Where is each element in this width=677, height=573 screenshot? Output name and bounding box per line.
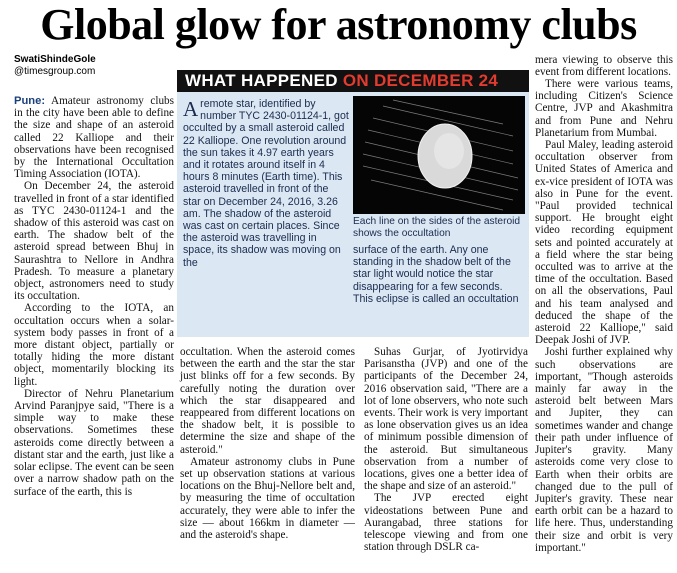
dropcap: A	[183, 97, 199, 121]
paragraph	[14, 95, 174, 180]
asteroid-image	[353, 96, 525, 214]
paragraph: Amateur astronomy clubs in Pune set up observation stations at various locations on the Bhuj-Nellore belt and, by measuring the time of occultation accurately, they were able to infer the size — about 166km in diameter — and the asteroid's shape.	[180, 455, 355, 542]
box-text-right: surface of the earth. Any one standing in the shadow belt of the star light would notice the star disappearing for a few seconds. This eclipse is called an occultation	[353, 244, 519, 305]
paragraph-text: Amateur astronomy clubs in the city have been able to define the size and shape of an asteroid called 22 Kalliope and their observations have been recognised by the International Occultation Timing Association (IOTA).	[14, 95, 174, 181]
header-label: WHAT HAPPENED	[185, 71, 338, 90]
what-happened-box	[177, 92, 529, 337]
paragraph: occultation. When the asteroid comes between the earth and the star the star just blinks off for a few seconds. By carefully noting the duration over which the star disappeared and reappeared from different locations on the shadow belt, it is possible to determine the size and shape of the asteroid."	[180, 346, 355, 456]
paragraph: There were various teams, including Citizen's Science Centre, JVP and Akashmitra and from Pune and Nehru Planetarium from Mumbai.	[535, 78, 673, 139]
dateline: Pune:	[14, 95, 46, 107]
what-happened-header	[177, 70, 529, 92]
image-caption: Each line on the sides of the asteroid shows the occultation	[353, 216, 521, 239]
paragraph: Joshi further explained why such observations are important, "Though asteroids mainly far away in the asteroid belt between Mars and Jupiter, they can sometimes wander and change their path under influence of Jupiter's gravity. Many asteroids come very close to Earth when their orbits are changed due to the pull of Jupiter's gravity. These near earth orbit can be a hazard to life here. Thus, understanding their size and orbit is very important."	[535, 346, 673, 554]
paragraph: The JVP erected eight videostations between Pune and Aurangabad, three stations for telescope viewing and from one station through DSLR ca-	[364, 492, 528, 554]
headline: Global glow for astronomy clubs	[40, 0, 637, 49]
paragraph: Suhas Gurjar, of Jyotirvidya Parisanstha (JVP) and one of the participants of the December 24, 2016 observation said, "There are a lot of lone observers, who note such events. Their work is very important as lone observation gives us an idea of minimum possible dimension of the asteroid. But simultaneous observation from a number of locations, gives one a better idea of the shape and size of an asteroid."	[364, 346, 528, 493]
header-date: ON DECEMBER 24	[342, 71, 499, 90]
article-column-4	[535, 78, 673, 554]
article-column-1	[14, 95, 174, 498]
byline	[14, 54, 164, 78]
asteroid-occultation-graphic	[353, 96, 525, 214]
box-left-body: remote star, identified by number TYC 2430-01124-1, got occulted by a small asteroid called 22 Kalliope. One revolution around the sun takes it 4.97 earth years and it rotates around itself in 4 hours 8 minutes (Earth time). This asteroid travelled in front of the star on December 24, 2016, 3.26 am. The shadow of the asteroid was cast on certain places. Since the asteroid was travelling in space, its shadow was moving on the	[183, 98, 349, 269]
author-name: SwatiShindeGole	[14, 54, 96, 65]
article-column-3	[364, 346, 528, 553]
author-email: @timesgroup.com	[14, 66, 96, 77]
paragraph: Director of Nehru Planetarium Arvind Paranjpye said, "There is a simple way to make these observations. Sometimes these asteroids come directly between a distant star and the earth, just like a solar eclipse. The event can be seen over a narrow shadow path on the surface of the earth, this is	[14, 387, 174, 498]
paragraph: On December 24, the asteroid travelled in front of a star identified as TYC 2430-01124-1 and the shadow of this asteroid was cast on earth. The shadow belt of the asteroid spread between Bhuj in Saurashtra to Nellore in Andhra Pradesh. To measure a planetary object, astronomers need to study its occultation.	[14, 180, 174, 303]
paragraph: Paul Maley, leading asteroid occultation observer from United States of America and ex-vice president of IOTA was also in Pune for the event. "Paul provided technical support. He brought eight video recording equipment sets and pointed accurately at a field where the star being occulted was to arrive at the time of the occultation. Based on all the observations, Paul and his team analysed and deduced the shape of the asteroid 22 Kalliope," said Deepak Joshi of JVP.	[535, 139, 673, 347]
box-text-left	[183, 98, 349, 269]
paragraph: According to the IOTA, an occultation occurs when a solar-system body passes in front of a more distant object, partially or totally hiding the more distant object, momentarily blocking its light.	[14, 302, 174, 388]
article-column-4-top: mera viewing to observe this event from different locations.	[535, 54, 673, 79]
article-column-2	[180, 346, 355, 541]
